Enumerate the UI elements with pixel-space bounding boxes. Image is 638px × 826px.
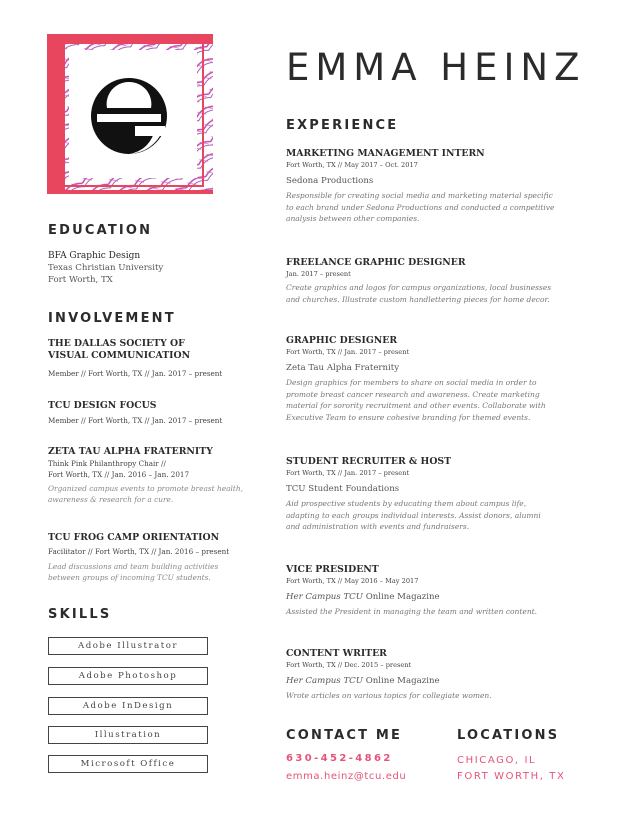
locations-heading: LOCATIONS: [457, 728, 560, 743]
job-title: CONTENT WRITER: [286, 648, 387, 659]
involvement-desc: Organized campus events to promote breast health,: [48, 484, 243, 493]
involvement-meta: Facilitator // Fort Worth, TX // Jan. 2016 – present: [48, 547, 230, 556]
job-desc: Create graphics and logos for campus organizations, local businesses: [286, 283, 552, 292]
involvement-meta: Fort Worth, TX // Jan. 2016 – Jan. 2017: [48, 470, 190, 479]
job-title: STUDENT RECRUITER & HOST: [286, 456, 452, 467]
experience-heading: EXPERIENCE: [286, 118, 399, 133]
job-org-italic: Her Campus TCU: [286, 592, 363, 602]
monogram-logo-icon: [47, 34, 213, 194]
education-degree: BFA Graphic Design: [48, 251, 141, 261]
experience-item: [286, 456, 576, 533]
job-title: FREELANCE GRAPHIC DESIGNER: [286, 257, 466, 268]
involvement-item: [48, 532, 263, 583]
contact-phone[interactable]: 630-452-4862: [286, 753, 393, 764]
job-desc: analysis between other companies.: [286, 214, 420, 223]
skill-box: Illustration: [48, 726, 208, 744]
involvement-item: [48, 446, 263, 505]
involvement-item: [48, 338, 263, 379]
job-meta: Jan. 2017 – present: [286, 270, 351, 278]
job-desc: Responsible for creating social media and marketing material specific: [286, 191, 553, 200]
involvement-title: TCU FROG CAMP ORIENTATION: [48, 532, 220, 543]
job-title: VICE PRESIDENT: [286, 564, 379, 575]
job-desc: to each brand under Sedona Productions and conducted a competitive: [286, 202, 555, 212]
job-desc: and churches. Illustrate custom handlettering pieces for home decor.: [286, 294, 550, 304]
involvement-title: ZETA TAU ALPHA FRATERNITY: [48, 446, 213, 457]
experience-item: [286, 564, 576, 618]
job-org-rest: Online Magazine: [363, 676, 440, 686]
involvement-meta: Member // Fort Worth, TX // Jan. 2017 – present: [48, 416, 223, 425]
involvement-desc: awareness & research for a cure.: [48, 495, 174, 504]
experience-item: [286, 335, 576, 423]
contact-email[interactable]: emma.heinz@tcu.edu: [286, 771, 407, 782]
job-meta: Fort Worth, TX // Dec. 2015 – present: [286, 661, 412, 669]
involvement-meta: Think Pink Philanthropy Chair //: [48, 459, 166, 468]
job-meta: Fort Worth, TX // May 2016 – May 2017: [286, 577, 419, 585]
monogram-logo: [47, 34, 213, 194]
job-desc: and administration with events and fundraisers.: [286, 522, 470, 531]
contact-heading: CONTACT ME: [286, 728, 403, 743]
job-desc: Aid prospective students by educating them about campus life,: [286, 499, 527, 508]
location-item: CHICAGO, IL: [457, 755, 537, 766]
job-org-italic: Her Campus TCU: [286, 676, 363, 686]
job-org: [286, 674, 576, 688]
experience-item: [286, 648, 576, 702]
job-meta: Fort Worth, TX // Jan. 2017 – present: [286, 348, 410, 356]
education-school: Texas Christian University: [48, 263, 164, 273]
skill-box: Adobe Photoshop: [48, 667, 208, 685]
involvement-desc: Lead discussions and team building activities: [48, 562, 219, 571]
job-desc: Executive Team to ensure cohesive branding for themed events.: [286, 412, 531, 422]
involvement-meta: Member // Fort Worth, TX // Jan. 2017 – present: [48, 369, 223, 378]
skill-box: Adobe InDesign: [48, 697, 208, 715]
involvement-desc: between groups of incoming TCU students.: [48, 573, 211, 582]
job-title: GRAPHIC DESIGNER: [286, 335, 398, 346]
job-desc: material for sorority recruitment and other events. Collaborate with: [286, 401, 546, 410]
job-org: TCU Student Foundations: [286, 484, 400, 494]
job-desc: Design graphics for members to share on social media in order to: [286, 378, 537, 387]
involvement-item: [48, 400, 263, 426]
skills-heading: SKILLS: [48, 607, 112, 622]
education-location: Fort Worth, TX: [48, 275, 113, 285]
job-meta: Fort Worth, TX // May 2017 – Oct. 2017: [286, 161, 418, 169]
job-org: [286, 590, 576, 604]
job-desc: adapting to each groups individual interests. Assist donors, alumni: [286, 510, 541, 520]
involvement-title: THE DALLAS SOCIETY OF: [48, 338, 185, 349]
job-org-rest: Online Magazine: [363, 592, 440, 602]
job-desc: Wrote articles on various topics for collegiate women.: [286, 691, 492, 700]
experience-item: [286, 257, 576, 305]
name-heading: EMMA HEINZ: [286, 46, 586, 89]
job-meta: Fort Worth, TX // Jan. 2017 – present: [286, 469, 410, 477]
involvement-title: TCU DESIGN FOCUS: [48, 400, 157, 411]
location-item: FORT WORTH, TX: [457, 771, 566, 782]
job-org: Sedona Productions: [286, 176, 374, 186]
education-heading: EDUCATION: [48, 223, 153, 238]
involvement-title: VISUAL COMMUNICATION: [48, 350, 191, 361]
job-desc: promote breast cancer research and awareness. Create marketing: [286, 389, 540, 399]
job-org: Zeta Tau Alpha Fraternity: [286, 363, 400, 373]
job-desc: Assisted the President in managing the team and written content.: [286, 607, 538, 616]
skill-box: Adobe Illustrator: [48, 637, 208, 655]
job-title: MARKETING MANAGEMENT INTERN: [286, 148, 485, 159]
skill-box: Microsoft Office: [48, 755, 208, 773]
involvement-heading: INVOLVEMENT: [48, 311, 176, 326]
experience-item: [286, 148, 576, 225]
